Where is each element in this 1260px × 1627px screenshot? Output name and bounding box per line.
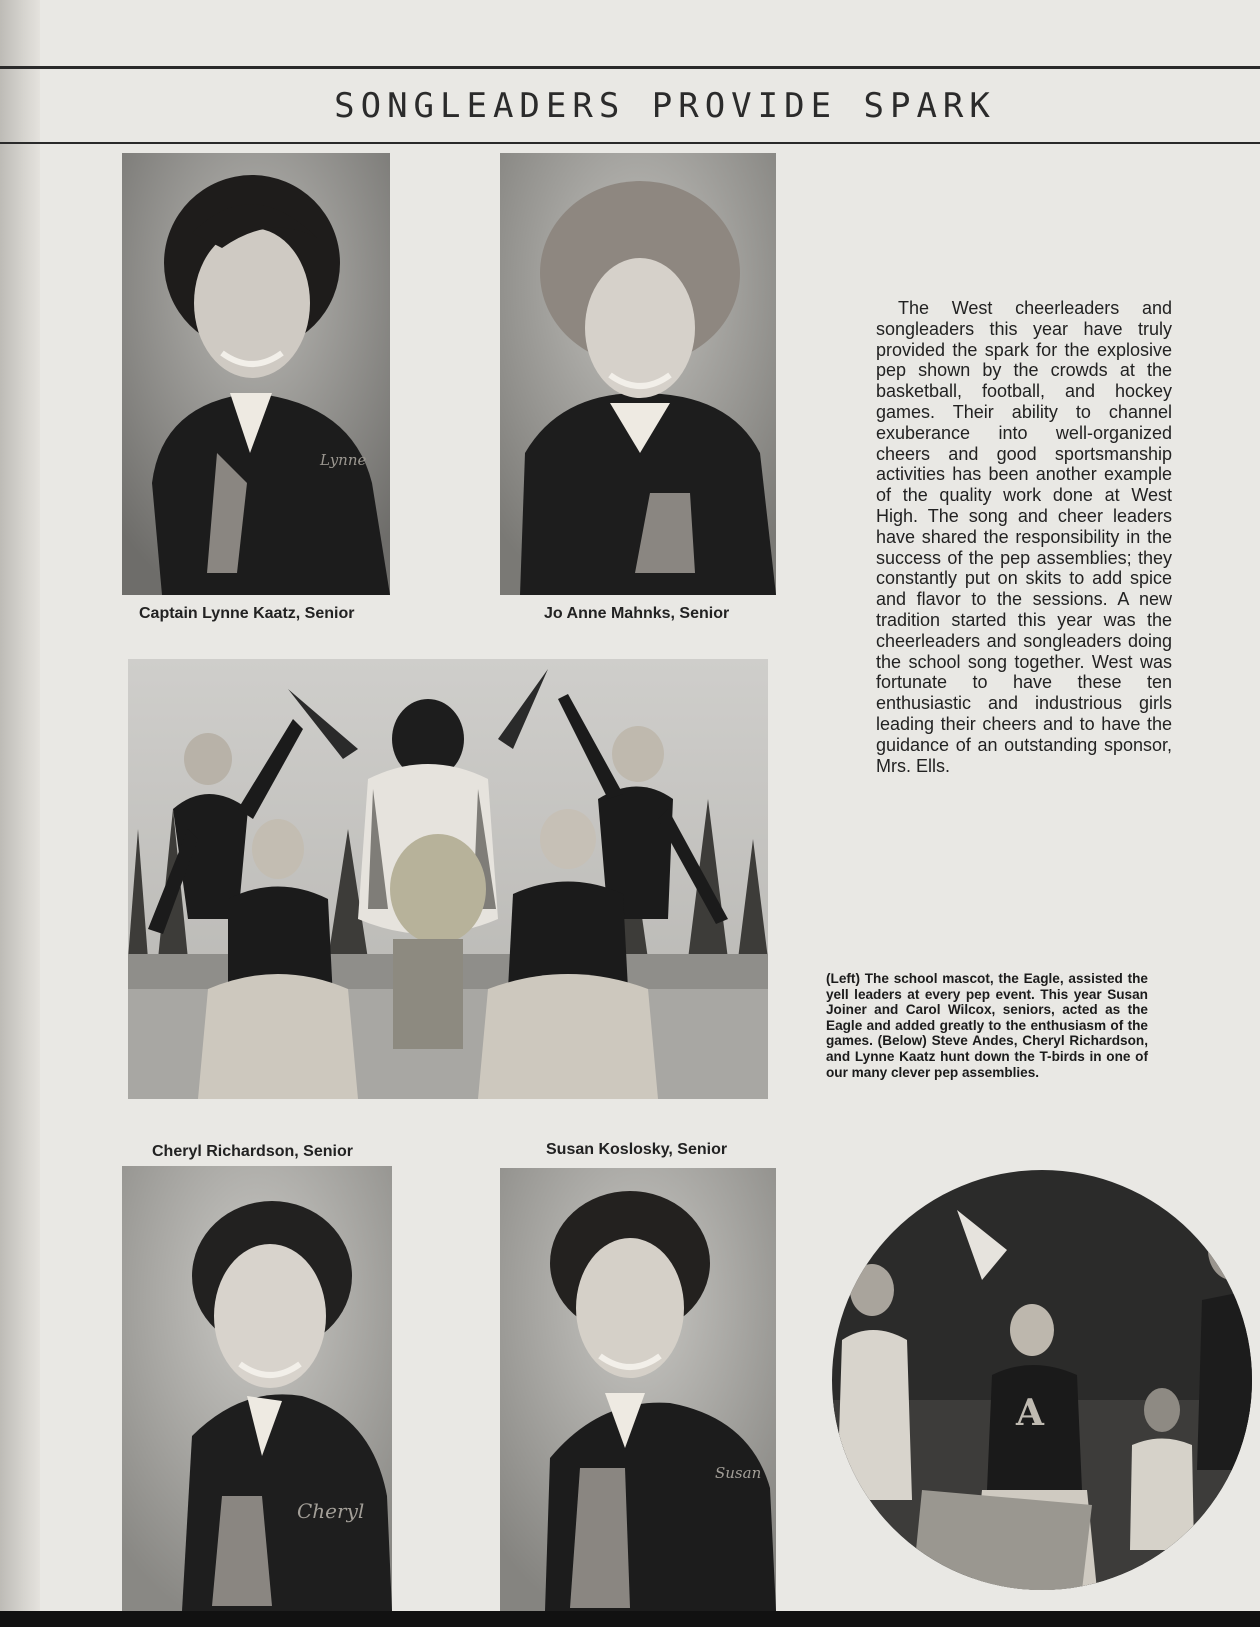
pep-assembly-circular-photo bbox=[832, 1170, 1252, 1590]
article-body-text: The West cheerleaders and songleaders this year have truly provided the spark for the explosive pep shown by the crowds at the basketball, football, and hockey games. Their ability to channel exuberance into well-organized cheers and good sportsmanship activities has been another example of the quality work done at West High. The song and cheer leaders have shared the responsibility in the success of the pep assemblies; they constantly put on skits to add spice and flavor to the sessions. A new tradition started this year was the cheerleaders and songleaders doing the school song together. West was fortunate to have these ten enthusiastic and industrious girls leading their cheers and to have the guidance of an outstanding sponsor, Mrs. Ells. bbox=[876, 298, 1172, 776]
caption-susan-koslosky: Susan Koslosky, Senior bbox=[546, 1141, 728, 1158]
sweater-letter: A bbox=[1016, 1392, 1044, 1434]
page-title: SONGLEADERS PROVIDE SPARK bbox=[334, 86, 996, 126]
group-photo-eagle-mascot bbox=[128, 659, 768, 1099]
sweater-script-susan: Susan bbox=[715, 1464, 762, 1482]
caption-joanne-mahnks: Jo Anne Mahnks, Senior bbox=[544, 605, 730, 622]
caption-lynne-kaatz: Captain Lynne Kaatz, Senior bbox=[139, 605, 355, 622]
caption-cheryl-richardson: Cheryl Richardson, Senior bbox=[152, 1143, 353, 1160]
mascot-photo-caption: (Left) The school mascot, the Eagle, assisted the yell leaders at every pep event. This year Susan Joiner and Carol Wilcox, seniors, acted as the Eagle and added greatly to the enthusiasm of the games. (Below) Steve Andes, Cheryl Richardson, and Lynne Kaatz hunt down the T-birds in one of our many clever pep assemblies. bbox=[826, 971, 1148, 1080]
portrait-photo-susan-koslosky bbox=[500, 1168, 776, 1611]
portrait-photo-joanne-mahnks bbox=[500, 153, 776, 595]
sweater-script-lynne: Lynne bbox=[320, 451, 367, 469]
portrait-photo-lynne-kaatz bbox=[122, 153, 390, 595]
portrait-photo-cheryl-richardson bbox=[122, 1166, 392, 1611]
header-rule-top bbox=[0, 66, 1260, 69]
sweater-script-cheryl: Cheryl bbox=[297, 1499, 365, 1523]
page-binding-shadow bbox=[0, 0, 40, 1627]
page-bottom-edge bbox=[0, 1611, 1260, 1627]
header-rule-bottom bbox=[0, 142, 1260, 144]
